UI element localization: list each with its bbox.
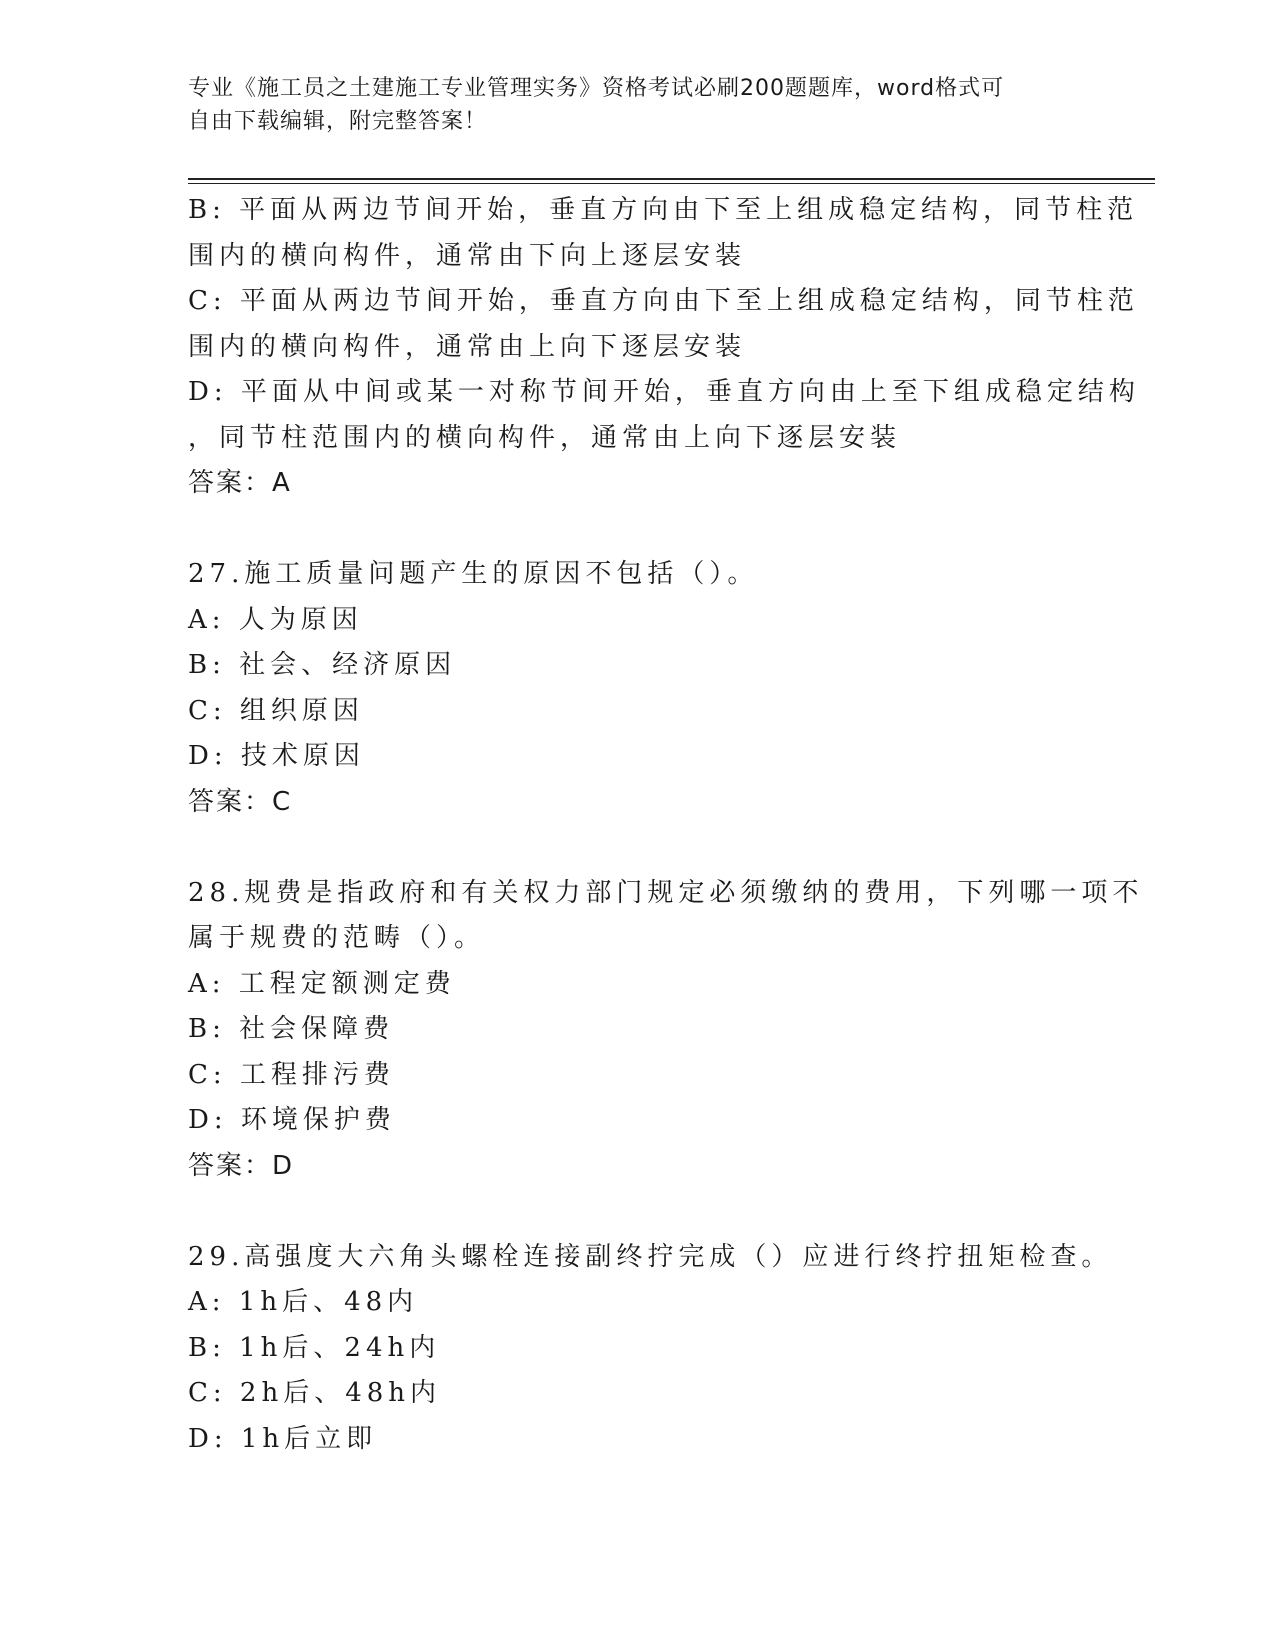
question-stem: 29.高强度大六角头螺栓连接副终拧完成（）应进行终拧扭矩检查。 xyxy=(188,1241,1113,1272)
question-stem-line1: 28.规费是指政府和有关权力部门规定必须缴纳的费用，下列哪一项不 xyxy=(188,877,1144,908)
header-title-line1: 专业《施工员之土建施工专业管理实务》资格考试必刷200题题库，word格式可 xyxy=(188,76,1005,101)
option-a: A: 工程定额测定费 xyxy=(188,968,456,999)
option-b-line2: 围内的横向构件，通常由下向上逐层安装 xyxy=(188,240,747,271)
option-d-line1: D: 平面从中间或某一对称节间开始，垂直方向由上至下组成稳定结构 xyxy=(188,377,1140,407)
option-c-line2: 围内的横向构件，通常由上向下逐层安装 xyxy=(188,331,747,362)
option-a: A: 人为原因 xyxy=(188,604,363,635)
option-d: D: 技术原因 xyxy=(188,741,365,771)
question-29 xyxy=(188,1235,1113,1463)
option-b: B: 1h后、24h内 xyxy=(188,1332,441,1363)
spacer xyxy=(188,825,1068,871)
option-c: C: 组织原因 xyxy=(188,695,364,726)
question-stem: 27.施工质量问题产生的原因不包括（）。 xyxy=(188,559,759,589)
option-a: A: 1h后、48内 xyxy=(188,1287,419,1317)
header-title-line2: 自由下载编辑，附完整答案！ xyxy=(188,109,488,134)
option-c: C: 工程排污费 xyxy=(188,1059,395,1090)
option-d: D: 1h后立即 xyxy=(188,1423,378,1454)
answer-28: 答案：D xyxy=(188,1150,295,1181)
spacer xyxy=(188,1189,1068,1235)
question-28 xyxy=(188,871,1144,1190)
header-divider xyxy=(188,178,1155,184)
option-c: C: 2h后、48h内 xyxy=(188,1378,442,1408)
answer-27: 答案：C xyxy=(188,786,293,817)
question-stem-line2: 属于规费的范畴（）。 xyxy=(188,923,486,953)
answer-26: 答案：A xyxy=(188,468,292,498)
option-b: B: 社会、经济原因 xyxy=(188,650,457,680)
option-c-line1: C: 平面从两边节间开始，垂直方向由下至上组成稳定结构，同节柱范 xyxy=(188,286,1139,316)
document-header xyxy=(188,72,1068,138)
option-b: B: 社会保障费 xyxy=(188,1014,395,1044)
option-b-line1: B: 平面从两边节间开始，垂直方向由下至上组成稳定结构，同节柱范 xyxy=(188,195,1139,225)
option-d: D: 环境保护费 xyxy=(188,1105,396,1135)
question-list xyxy=(188,188,1144,1462)
question-26-tail xyxy=(188,188,1140,507)
option-d-line2: ，同节柱范围内的横向构件，通常由上向下逐层安装 xyxy=(188,422,902,453)
spacer xyxy=(188,507,1068,553)
question-27 xyxy=(188,552,1068,825)
